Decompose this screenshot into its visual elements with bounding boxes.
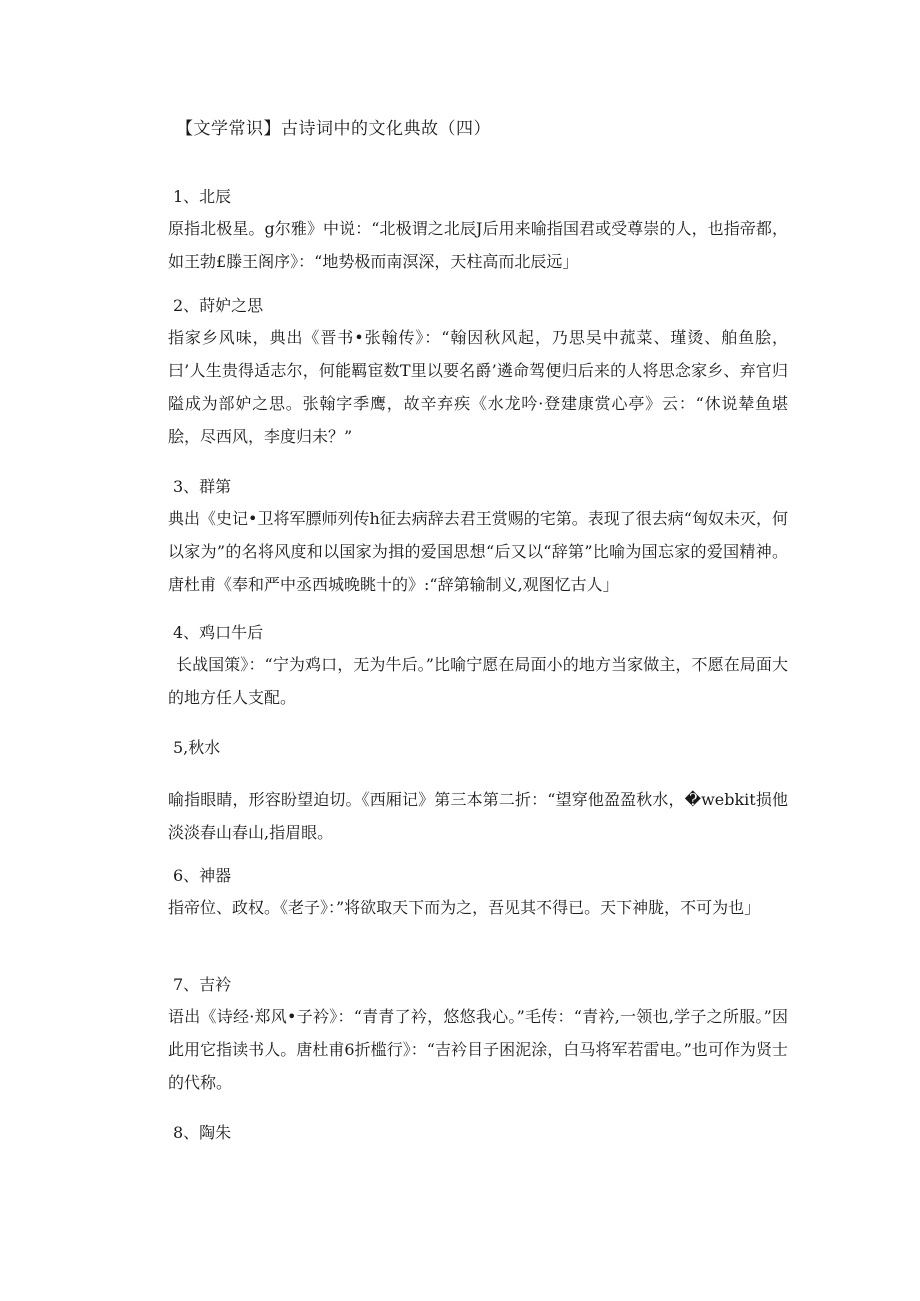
section-body-2: 指家乡风味，典出《晋书•张翰传》：“翰因秋风起，乃思吴中菰菜、瑾烫、舶鱼脍，曰’人生贵得适志尔，何能羁宦数T里以要名爵’遴命驾便归后来的人将思念家乡、弃官归隘成为部妒之思。张翰字季鹰，故辛弃疾《水龙吟·登建康赏心亭》云：“休说辇鱼堪脍，尽西风，李度归未？” [168,328,788,446]
section-heading-5: 5,秋水 [173,738,221,757]
section-body-1: 原指北极星。g尔雅》中说：“北极谓之北辰J后用来喻指国君或受尊崇的人，也指帝都，如王勃£滕王阁序》：“地势极而南溟深，天柱高而北辰远」 [168,219,788,271]
section-body-5: 喻指眼睛，形容盼望迫切。《西厢记》第三本第二折：“望穿他盈盈秋水，�webkit损他淡淡春山春山,指眉眼。 [168,790,788,842]
section-heading-4: 4、鸡口牛后 [173,623,264,642]
section-body-6: 指帝位、政权。《老子》：”将欲取天下而为之，吾见其不得已。天下神胧，不可为也」 [168,898,761,917]
section-heading-3: 3、群第 [173,477,232,496]
section-body-7: 语出《诗经·郑风•子衿》：“青青了衿，悠悠我心。”毛传：“青衿,一领也,学子之所服。”因此用它指读书人。唐杜甫6折槛行》：“吉衿目子困泥涂，白马将军若雷电。”也可作为贤士的代称。 [168,1007,788,1092]
section-heading-1: 1、北辰 [173,187,232,206]
section-heading-8: 8、陶朱 [173,1123,232,1142]
section-body-3: 典出《史记•卫将军膘师列传h征去病辞去君王赏赐的宅第。表现了很去病“匈奴未灭，何以家为”的名将风度和以国家为揖的爱国思想“后又以“辞第”比喻为国忘家的爱国精神。唐杜甫《奉和严中丞西城晚眺十的》:“辞第输制义,观图忆古人」 [168,509,788,594]
section-body-4: 长战国策》：“宁为鸡口，无为牛后。”比喻宁愿在局面小的地方当家做主，不愿在局面大的地方任人支配。 [168,655,788,707]
document-title: 【文学常识】古诗词中的文化典故（四） [176,119,491,139]
section-heading-2: 2、莳妒之思 [173,296,264,315]
section-heading-6: 6、神器 [173,866,232,885]
section-heading-7: 7、吉衿 [173,975,232,994]
